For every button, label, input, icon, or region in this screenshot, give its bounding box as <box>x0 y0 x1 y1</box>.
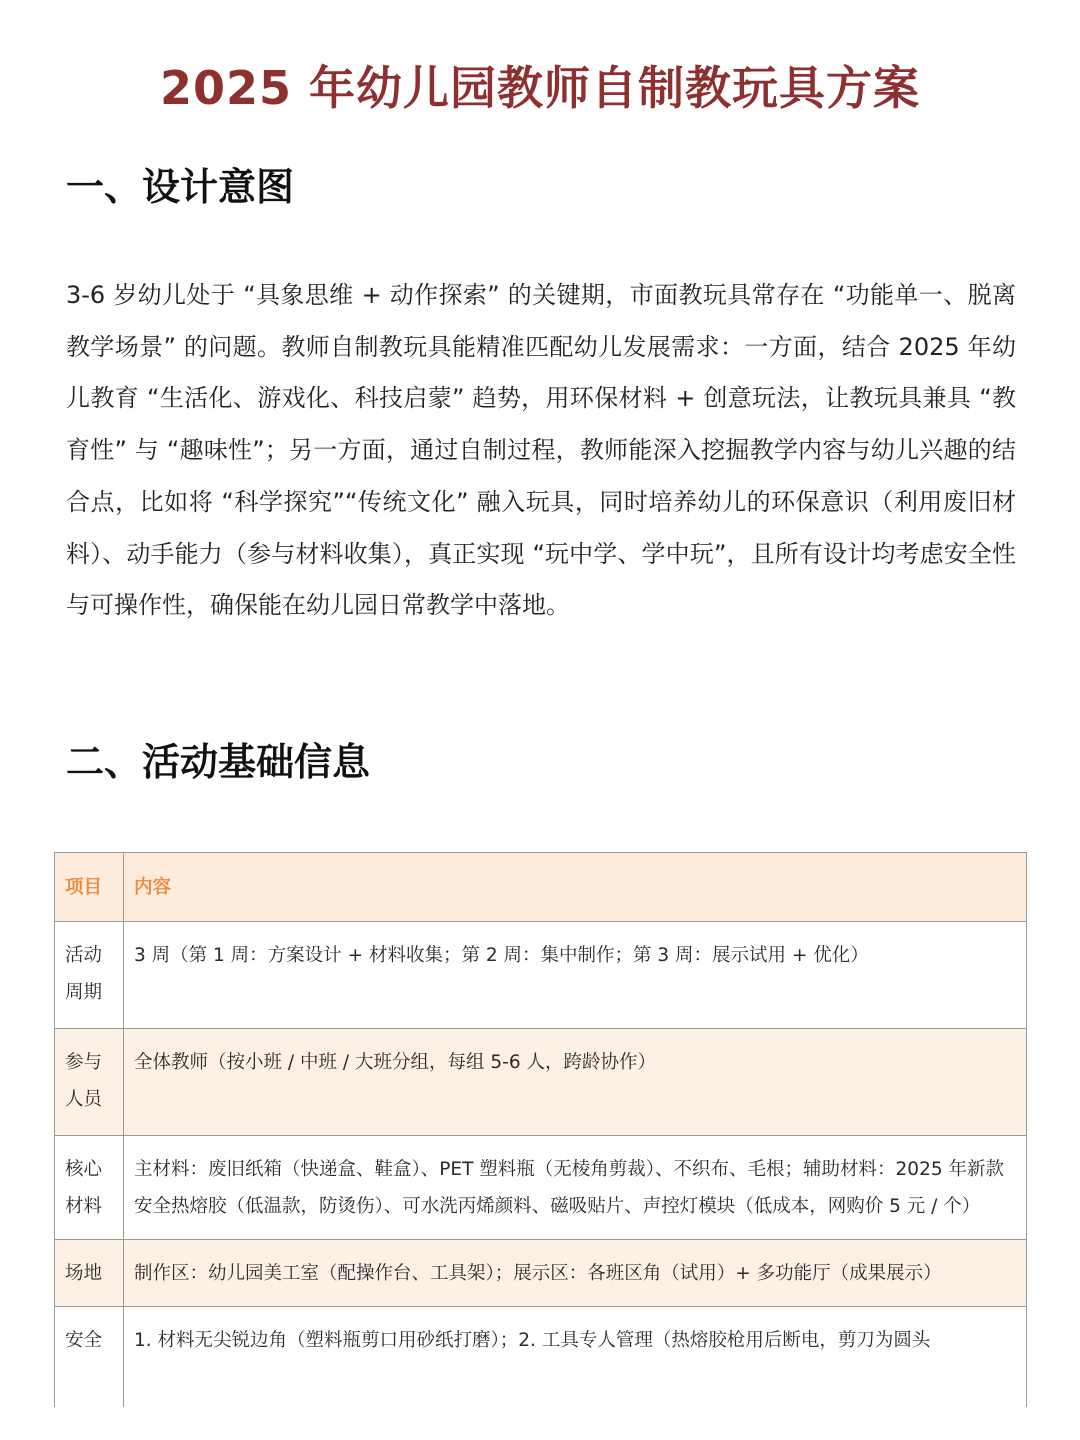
design-intent-paragraph: 3-6 岁幼儿处于 “具象思维 + 动作探索” 的关键期，市面教玩具常存在 “功能单一、脱离教学场景” 的问题。教师自制教玩具能精准匹配幼儿发展需求：一方面，结合 2025 年幼儿教育 “生活化、游戏化、科技启蒙” 趋势，用环保材料 + 创意玩法，让教玩具兼具 “教育性” 与 “趣味性”；另一方面，通过自制过程，教师能深入挖掘教学内容与幼儿兴趣的结合点，比如将 “科学探究”“传统文化” 融入玩具，同时培养幼儿的环保意识（利用废旧材料）、动手能力（参与材料收集），真正实现 “玩中学、学中玩”，且所有设计均考虑安全性与可操作性，确保能在幼儿园日常教学中落地。 <box>66 281 1016 620</box>
table-row <box>55 1307 1027 1408</box>
page-title: 2025 年幼儿园教师自制教玩具方案 <box>159 61 921 115</box>
row-item-materials: 核心材料 <box>55 1136 124 1240</box>
table-row <box>55 1136 1027 1240</box>
row-item-participants: 参与人员 <box>55 1029 124 1136</box>
table-row <box>55 1029 1027 1136</box>
row-content-period: 3 周（第 1 周：方案设计 + 材料收集；第 2 周：集中制作；第 3 周：展示试用 + 优化） <box>124 922 1027 1029</box>
row-item-venue: 场地 <box>55 1240 124 1307</box>
header-item: 项目 <box>55 853 124 922</box>
row-item-period: 活动周期 <box>55 922 124 1029</box>
row-content-safety: 1. 材料无尖锐边角（塑料瓶剪口用砂纸打磨）；2. 工具专人管理（热熔胶枪用后断电，剪刀为圆头 <box>124 1307 1027 1408</box>
row-content-participants: 全体教师（按小班 / 中班 / 大班分组，每组 5-6 人，跨龄协作） <box>124 1029 1027 1136</box>
table-row <box>55 922 1027 1029</box>
section-heading-basic-info: 二、活动基础信息 <box>66 740 371 784</box>
section-heading-design-intent: 一、设计意图 <box>66 165 295 209</box>
header-content: 内容 <box>124 853 1027 922</box>
table-row <box>55 1240 1027 1307</box>
row-content-materials: 主材料：废旧纸箱（快递盒、鞋盒）、PET 塑料瓶（无棱角剪裁）、不织布、毛根；辅助材料：2025 年新款安全热熔胶（低温款，防烫伤）、可水洗丙烯颜料、磁吸贴片、声控灯模块（低成本，网购价 5 元 / 个） <box>124 1136 1027 1240</box>
info-table <box>54 852 1027 1407</box>
row-item-safety: 安全 <box>55 1307 124 1408</box>
row-content-venue: 制作区：幼儿园美工室（配操作台、工具架）；展示区：各班区角（试用）+ 多功能厅（成果展示） <box>124 1240 1027 1307</box>
table-header-row <box>55 853 1027 922</box>
